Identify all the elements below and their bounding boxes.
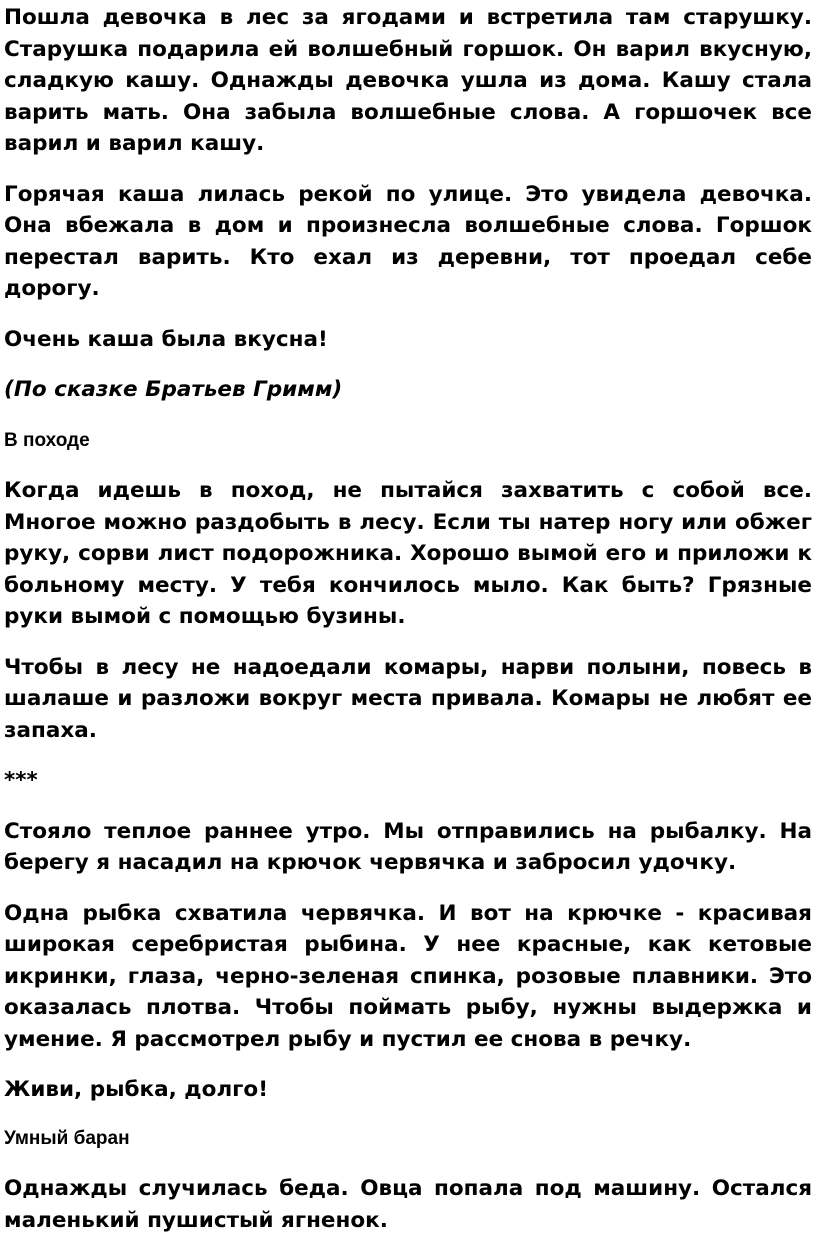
section-divider-asterisks: *** — [4, 768, 38, 793]
document-page — [4, 0, 812, 1236]
paragraph-story-ending: Очень каша была вкусна! — [4, 326, 328, 352]
paragraph-story-intro: Пошла девочка в лес за ягодами и встретила там старушку. Старушка подарила ей волшебный горшок. Он варил вкусную, сладкую кашу. Однажды девочка ушла из дома. Кашу стала варить мать. Она забыла волшебные слова. А горшочек все варил и варил кашу. — [4, 5, 812, 156]
section-heading-smart-ram: Умный баран — [4, 1127, 130, 1149]
paragraph-fish-farewell: Живи, рыбка, долго! — [4, 1077, 268, 1102]
paragraph-hike-tips: Когда идешь в поход, не пытайся захватить с собой все. Многое можно раздобыть в лесу. Если ты натер ногу или обжег руку, сорви лист подорожника. Хорошо вымой его и приложи к больному месту. У тебя кончилось мыло. Как быть? Грязные руки вымой с помощью бузины. — [4, 478, 812, 629]
paragraph-fish-description: Одна рыбка схватила червячка. И вот на крючке - красивая широкая серебристая рыбина. У нее красные, как кетовые икринки, глаза, черно-зеленая спинка, розовые плавники. Это оказалась плотва. Чтобы поймать рыбу, нужны выдержка и умение. Я рассмотрел рыбу и пустил ее снова в речку. — [4, 900, 812, 1052]
paragraph-story-middle: Горячая каша лилась рекой по улице. Это увидела девочка. Она вбежала в дом и произнесла волшебные слова. Горшок перестал варить. Кто ехал из деревни, тот проедал себе дорогу. — [4, 181, 812, 301]
paragraph-fishing-morning: Стояло теплое раннее утро. Мы отправились на рыбалку. На берегу я насадил на крючок червячка и забросил удочку. — [4, 818, 812, 875]
section-heading-hike: В походе — [4, 429, 90, 451]
source-attribution: (По сказке Братьев Гримм) — [4, 377, 343, 402]
paragraph-mosquitoes: Чтобы в лесу не надоедали комары, нарви полыни, повесь в шалаше и разложи вокруг места привала. Комары не любят ее запаха. — [4, 654, 812, 743]
paragraph-smart-ram: Однажды случилась беда. Овца попала под машину. Остался маленький пушистый ягненок. — [4, 1176, 812, 1233]
